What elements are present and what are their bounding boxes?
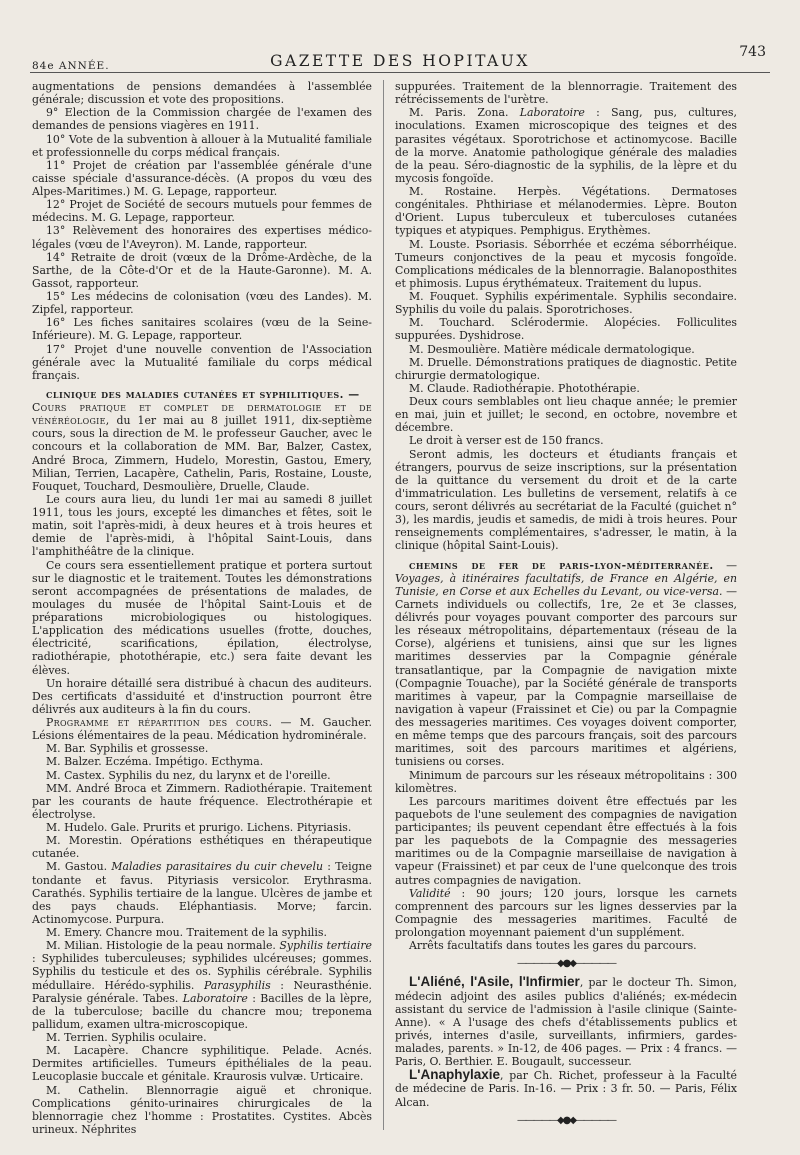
paragraph <box>395 887 737 940</box>
journal-title: GAZETTE DES HOPITAUX <box>270 52 530 70</box>
paragraph: suppurées. Traitement de la blennorragie. Traitement des rétrécissements de l'urètre. <box>395 80 737 107</box>
italic-text: Laboratoire <box>182 991 248 1005</box>
paragraph-text: — Carnets individuels ou collectifs, 1re, 2e et 3e classes, délivrés pour voyages pouvant comporter des parcours sur les réseaux métropolitains, départementaux (réseau de la Corse), algériens et tunisiens, ainsi que sur les lignes maritimes desservies par la Compagnie générale transatlantique, par la Compagnie de navigation mixte (Compagnie Touache), par la Société générale de transports maritimes à vapeur, par la Compagnie marseillaise de navigation à vapeur (Fraissinet et Cie) ou par la Compagnie des messageries maritimes. Ces voyages doivent comporter, en même temps que des parcours français, soit des parcours maritimes, soit des parcours maritimes et algériens, tunisiens ou corses. <box>395 584 737 769</box>
text: : Syphilides tuberculeuses; syphilides ulcéreuses; gommes. Syphilis du testicule et des os. Syphilis cérébrale. Syphilis médullaire. Hérédo-syphilis. <box>32 952 372 992</box>
paragraph-text: du 1er mai au 8 juillet 1911, dix-septième cours, sous la direction de M. le professeur Gaucher, avec le concours et la collaboration de MM. Bar, Balzer, Castex, André Broca, Zimmern, Hudelo, Morestin, Gastou, Emery, Milian, Terrien, Lacapère, Cathelin, Paris, Rostaine, Louste, Fouquet, Touchard, Desmoulière, Druelle, Claude. <box>32 414 372 493</box>
italic-text: Syphilis tertiaire <box>279 939 372 953</box>
text: M. Milian. Histologie de la peau normale. <box>46 939 280 953</box>
text: : Sang, pus, cultures, inoculations. Examen microscopique des teignes et des parasites végétaux. Sporotrichose et actinomycose. Bacille de la morve. Anatomie pathologique générale des maladies de la peau. Séro-diagnostic de la syphilis, de la lèpre et du mycosis fongoïde. <box>395 106 737 185</box>
book-notice <box>395 975 737 1068</box>
program-item: M. Hudelo. Gale. Prurits et prurigo. Lichens. Pityriasis. <box>46 821 352 834</box>
text: , par Ch. Richet, professeur à la Faculté de médecine de Paris. In-16. — Prix : 3 fr. 50. — Paris, Félix Alcan. <box>395 1069 737 1109</box>
program-item: M. Druelle. Démonstrations pratiques de diagnostic. Petite chirurgie dermatologique. <box>395 355 737 382</box>
text: : Teigne tondante et favus. Pityriasis versicolor. Erythrasma. Carathés. Syphilis tertiaire de la langue. Ulcères de jambe et des pays chauds. Eléphantiasis. Morve; farcin. Actinomycose. Purpura. <box>32 860 373 926</box>
paragraph: Les parcours maritimes doivent être effectués par les paquebots de l'une seulement des compagnies de navigation participantes; ils peuvent cependant être effectués à la fois par les paquebots de la Compagnie des messageries maritimes ou de la Compagnie marseillaise de navigation à vapeur (Fraissinet) et par ceux de l'une quelconque des trois autres compagnies de navigation. <box>395 794 737 887</box>
text: M. Paris. Zona. <box>409 106 520 120</box>
agenda-item-11: 11° Projet de création par l'assemblée générale d'une caisse spéciale d'assurance-décès. (A propos du vœu des Alpes-Maritimes.) M. G. Lepage, rapporteur. <box>32 158 372 198</box>
paragraph: Minimum de parcours sur les réseaux métropolitains : 300 kilomètres. <box>395 768 737 795</box>
italic-text: Parasyphilis <box>203 978 271 992</box>
text: M. Gastou. <box>46 860 112 874</box>
program-item: M. Morestin. Opérations esthétiques en thérapeutique cutanée. <box>32 834 372 861</box>
agenda-item-15: 15° Les médecins de colonisation (vœu des Landes). M. Zipfel, rapporteur. <box>32 290 372 317</box>
paragraph-text: — M. Gaucher. Lésions élémentaires de la peau. Médication hydrominérale. <box>32 716 372 743</box>
clinic-announcement <box>32 388 372 493</box>
program-item <box>32 860 372 926</box>
text: : Neurasthénie. Paralysie générale. Tabes. <box>32 978 373 1005</box>
agenda-item-17: 17° Projet d'une nouvelle convention de l'Association générale avec la Mutualité familiale du corps médical français. <box>32 342 372 382</box>
text: , par le docteur Th. Simon, médecin adjoint des asiles publics d'aliénés; ex-médecin assistant du service de l'admission à l'asile clinique (Sainte-Anne). « A l'usage des chefs d'établissements publics et privés, internes d'asile, surveillants, infirmiers, gardes-malades, parents. » In-12, de 406 pages. — Prix : 4 francs. — Paris, O. Berthier. E. Bougault, successeur. <box>395 976 737 1069</box>
program-item: M. Cathelin. Blennorragie aiguë et chronique. Complications génito-urinaires chirurgicales de la blennorragie chez l'homme : Prostatites. Cystites. Abcès urineux. Néphrites <box>32 1083 372 1136</box>
agenda-item-9: 9° Election de la Commission chargée de l'examen des demandes de pensions viagères en 1911. <box>32 106 372 133</box>
left-column <box>32 80 372 1136</box>
paragraph: augmentations de pensions demandées à l'assemblée générale; discussion et vote des propositions. <box>32 80 372 107</box>
italic-text: Laboratoire <box>519 106 585 120</box>
section-heading: chemins de fer de paris-lyon-méditerranée. <box>409 558 714 572</box>
agenda-item-14: 14° Retraite de droit (vœux de la Drôme-Ardèche, de la Sarthe, de la Côte-d'Or et de la Haute-Garonne). M. A. Gassot, rapporteur. <box>32 250 372 290</box>
program-item: M. Castex. Syphilis du nez, du larynx et de l'oreille. <box>46 768 331 782</box>
course-title: Cours pratique et complet de dermatologie et de vénéréologie, <box>32 401 372 428</box>
program-item: M. Terrien. Syphilis oculaire. <box>46 1031 207 1044</box>
section-heading: clinique des maladies cutanées et syphilitiques. — <box>46 387 360 401</box>
paragraph: Ce cours sera essentiellement pratique et portera surtout sur le diagnostic et le traitement. Toutes les démonstrations seront accompagnées de présentations de malades, de moulages du musée de l'hôpital Saint-Louis et de préparations microbiologiques ou histologiques. L'application des médications usuelles (frotte, douches, électricité, scarifications, épilation, électrolyse, radiothérapie, photothérapie, etc.) sera faite devant les élèves. <box>32 558 372 677</box>
book-title: L'Anaphylaxie <box>409 1067 500 1083</box>
column-divider <box>383 80 384 1130</box>
paragraph: Le cours aura lieu, du lundi 1er mai au samedi 8 juillet 1911, tous les jours, excepté les dimanches et fêtes, soit le matin, soit l'après-midi, à deux heures et à trois heures et demie de l'après-midi, à l'hôpital Saint-Louis, dans l'amphithéâtre de la clinique. <box>32 492 372 559</box>
program-item: M. Balzer. Eczéma. Impétigo. Ecthyma. <box>46 755 264 769</box>
program-item: M. Rostaine. Herpès. Végétations. Dermatoses congénitales. Phthiriase et mélanodermies. Lèpre. Bouton d'Orient. Lupus tuberculeux et tuberculoses cutanées typiques et atypiques. Pemphigus. Erythèmes. <box>395 185 737 238</box>
agenda-item-13: 13° Relèvement des honoraires des expertises médico-légales (vœu de l'Aveyron). M. Lande, rapporteur. <box>32 224 372 251</box>
italic-text: Voyages, à itinéraires facultatifs, de France en Algérie, en Tunisie, en Corse et aux Echelles du Levant, ou vice-versa. <box>395 571 737 598</box>
italic-text: Validité <box>409 886 451 900</box>
paragraph: Seront admis, les docteurs et étudiants français et étrangers, pourvus de seize inscriptions, sur la présentation de la quittance du versement du droit et de la carte d'immatriculation. Les bulletins de versement, relatifs à ce cours, seront délivrés au secrétariat de la Faculté (guichet n° 3), les mardis, jeudis et samedis, de midi à trois heures. Pour renseignements complémentaires, s'adresser, le matin, à la clinique (hôpital Saint-Louis). <box>395 447 737 553</box>
agenda-item-10: 10° Vote de la subvention à allouer à la Mutualité familiale et professionnelle du corps médical français. <box>32 132 372 159</box>
ornament-divider: —————◆●◆————— <box>516 958 616 970</box>
year-label: 84e ANNÉE. <box>32 60 110 72</box>
paragraph: Deux cours semblables ont lieu chaque année; le premier en mai, juin et juillet; le second, en octobre, novembre et décembre. <box>395 395 737 435</box>
program-item: M. Desmoulière. Matière médicale dermatologique. <box>409 342 695 356</box>
italic-text: Maladies parasitaires du cuir chevelu <box>111 860 323 874</box>
paragraph: Le droit à verser est de 150 francs. <box>409 434 604 448</box>
ornament-divider: —————◆●◆————— <box>516 1114 616 1126</box>
program-item: M. Claude. Radiothérapie. Photothérapie. <box>409 381 640 395</box>
subheading: Programme et répartition des cours. <box>46 716 273 729</box>
paragraph: Un horaire détaillé sera distribué à chacun des auditeurs. Des certificats d'assiduité et d'instruction pourront être délivrés aux auditeurs à la fin du cours. <box>32 676 372 716</box>
program-paragraph <box>32 716 372 742</box>
program-item: M. Emery. Chancre mou. Traitement de la syphilis. <box>46 926 327 939</box>
paragraph: Arrêts facultatifs dans toutes les gares du parcours. <box>409 939 697 953</box>
program-item: M. Lacapère. Chancre syphilitique. Pelade. Acnés. Dermites artificielles. Tumeurs épithéliales de la peau. Leucoplasie buccale et génitale. Kraurosis vulvæ. Urticaire. <box>32 1044 372 1084</box>
text: : Bacilles de la lèpre, de la tuberculose; bacille du chancre mou; treponema pallidum, examen ultra-microscopique. <box>32 991 372 1031</box>
agenda-item-16: 16° Les fiches sanitaires scolaires (vœu de la Seine-Inférieure). M. G. Lepage, rapporteur. <box>32 316 372 343</box>
railway-announcement <box>395 559 737 769</box>
program-item <box>32 939 372 1031</box>
agenda-item-12: 12° Projet de Société de secours mutuels pour femmes de médecins. M. G. Lepage, rapporteur. <box>32 198 372 225</box>
text: : 90 jours; 120 jours, lorsque les carnets comprennent des parcours sur les lignes desservies par la Compagnie des messageries maritimes. Faculté de prolongation moyennant paiement d'un supplément. <box>395 886 737 939</box>
program-item: M. Touchard. Sclérodermie. Alopécies. Folliculites suppurées. Dyshidrose. <box>395 316 737 343</box>
book-title: L'Aliéné, l'Asile, l'Infirmier <box>409 974 580 990</box>
program-item: MM. André Broca et Zimmern. Radiothérapie. Traitement par les courants de haute fréquence. Electrothérapie et électrolyse. <box>32 781 372 821</box>
page-header <box>30 42 770 74</box>
text: — <box>713 558 737 572</box>
header-rule <box>30 72 770 73</box>
book-notice <box>395 1068 737 1108</box>
page-number: 743 <box>739 44 766 60</box>
program-item: M. Louste. Psoriasis. Séborrhée et eczéma séborrhéique. Tumeurs conjonctives de la peau et mycosis fongoïde. Complications médicales de la blennorragie. Balanoposthites et phimosis. Lupus érythémateux. Traitement du lupus. <box>395 237 737 290</box>
program-item: M. Bar. Syphilis et grossesse. <box>46 742 209 756</box>
program-item <box>395 106 737 185</box>
right-column <box>395 80 737 1132</box>
program-item: M. Fouquet. Syphilis expérimentale. Syphilis secondaire. Syphilis du voile du palais. Sporotrichoses. <box>395 290 737 317</box>
